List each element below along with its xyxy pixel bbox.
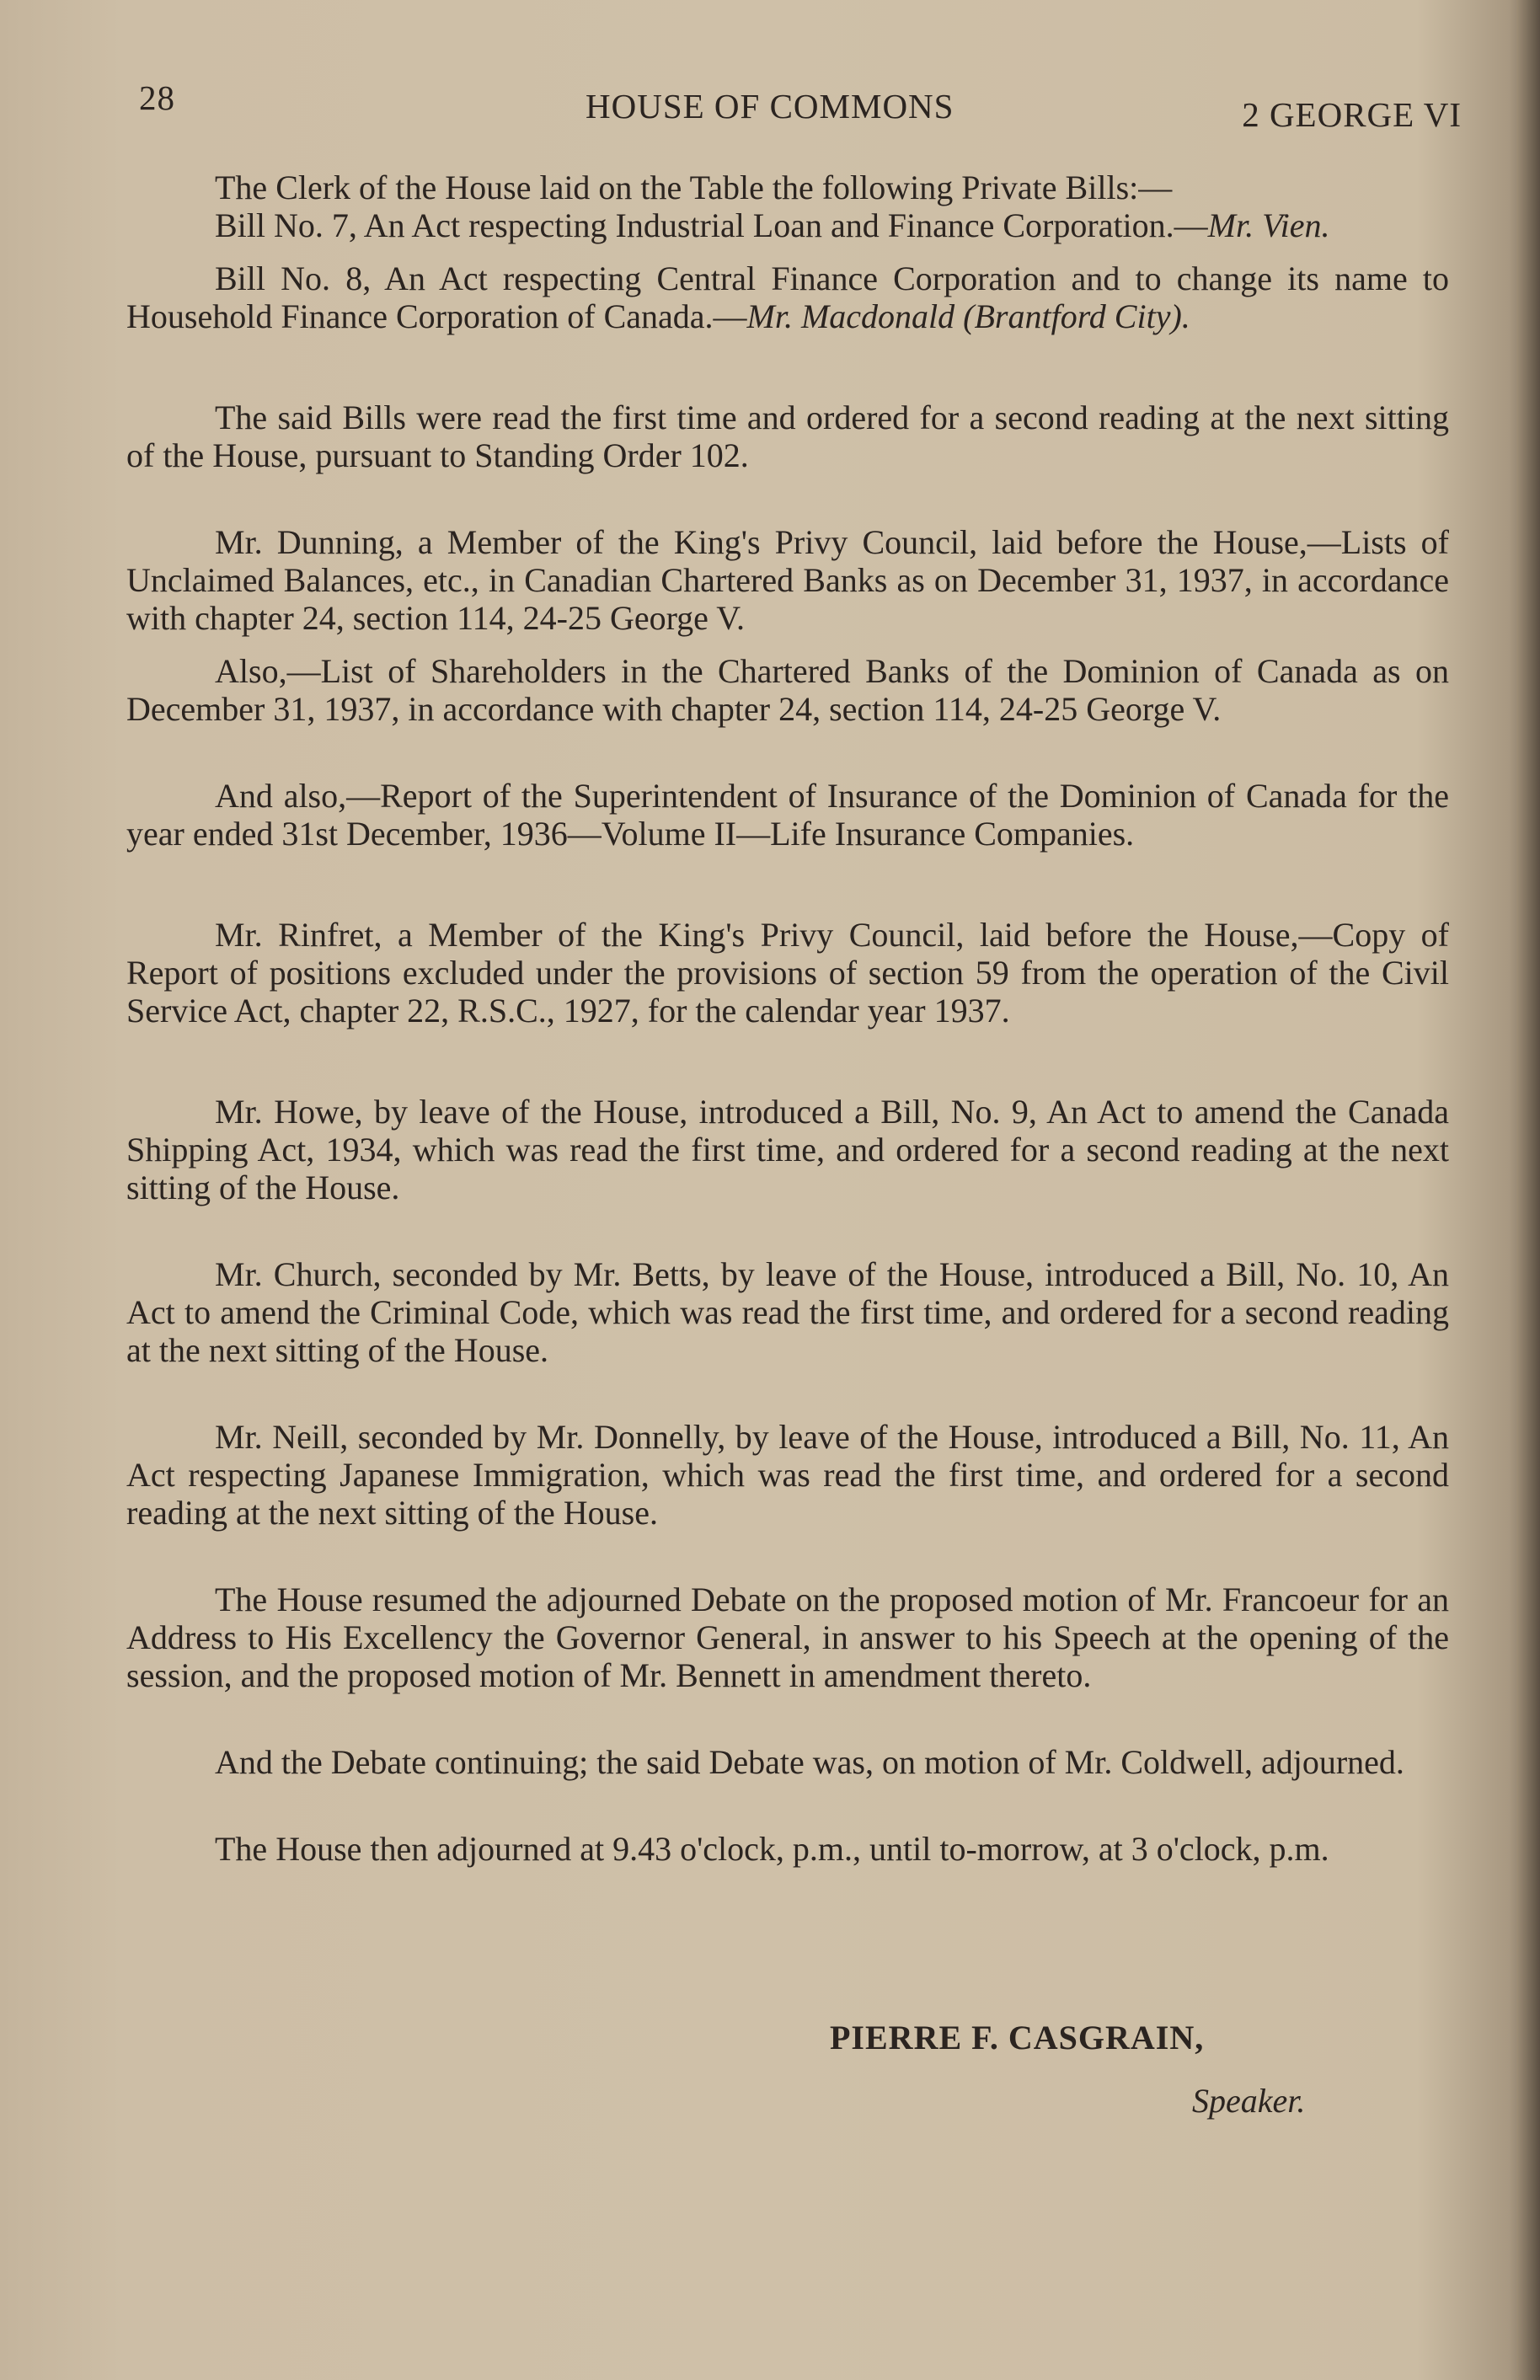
regnal-year: 2 GEORGE VI (1242, 95, 1462, 134)
paragraph-house-adjourned: The House then adjourned at 9.43 o'clock, p.m., until to-morrow, at 3 o'clock, p.m. (215, 1830, 1329, 1868)
bill-7-member: Mr. Vien. (1207, 206, 1330, 244)
paragraph-insurance-report: And also,—Report of the Superintendent of Insurance of the Dominion of Canada for the year ended 31st December, 1936—Volume II—Life Insurance Companies. (126, 777, 1449, 853)
paragraph-rinfret: Mr. Rinfret, a Member of the King's Privy Council, laid before the House,—Copy of Report of positions excluded under the provisions of section 59 from the operation of the Civil Service Act, chapter 22, R.S.C., 1927, for the calendar year 1937. (126, 916, 1449, 1030)
paragraph-private-bills-intro: The Clerk of the House laid on the Table the following Private Bills:— (215, 168, 1173, 206)
page-header (139, 78, 1462, 136)
paragraph-church-bill-10: Mr. Church, seconded by Mr. Betts, by leave of the House, introduced a Bill, No. 10, An Act to amend the Criminal Code, which was read the first time, and ordered for a second reading at the next sitting of the House. (126, 1255, 1449, 1369)
book-spine-edge (1516, 0, 1540, 2380)
bill-8-member: Mr. Macdonald (Brantford City). (746, 297, 1190, 335)
paragraph-bill-8 (126, 259, 1449, 335)
paragraph-neill-bill-11: Mr. Neill, seconded by Mr. Donnelly, by leave of the House, introduced a Bill, No. 11, An Act respecting Japanese Immigration, which was read the first time, and ordered for a second reading at the next sitting of the House. (126, 1418, 1449, 1532)
paragraph-bills-read: The said Bills were read the first time and ordered for a second reading at the next sitting of the House, pursuant to Standing Order 102. (126, 398, 1449, 474)
bill-8-text: Bill No. 8, An Act respecting Central Finance Corporation and to change its name to Household Finance Corporation of Canada.— (126, 259, 1449, 335)
speaker-title: Speaker. (1192, 2082, 1306, 2120)
paragraph-dunning: Mr. Dunning, a Member of the King's Privy Council, laid before the House,—Lists of Unclaimed Balances, etc., in Canadian Chartered Banks as on December 31, 1937, in accordance with chapter 24, section 114, 24-25 George V. (126, 523, 1449, 637)
paragraph-shareholders: Also,—List of Shareholders in the Chartered Banks of the Dominion of Canada as on December 31, 1937, in accordance with chapter 24, section 114, 24-25 George V. (126, 652, 1449, 728)
page-number: 28 (139, 78, 175, 117)
paragraph-howe-bill-9: Mr. Howe, by leave of the House, introduced a Bill, No. 9, An Act to amend the Canada Shipping Act, 1934, which was read the first time, and ordered for a second reading at the next sitting of the House. (126, 1093, 1449, 1206)
document-body (126, 168, 1449, 1868)
signature-block (830, 2018, 1335, 2121)
paragraph-adjourned-debate: The House resumed the adjourned Debate on the proposed motion of Mr. Francoeur for an Address to His Excellency the Governor General, in answer to his Speech at the opening of the session, and the proposed motion of Mr. Bennett in amendment thereto. (126, 1580, 1449, 1694)
paragraph-debate-adjourned: And the Debate continuing; the said Debate was, on motion of Mr. Coldwell, adjourned. (215, 1743, 1404, 1781)
paragraph-bill-7 (126, 206, 1449, 244)
bill-7-text: Bill No. 7, An Act respecting Industrial Loan and Finance Corporation.— (215, 206, 1208, 244)
running-title: HOUSE OF COMMONS (586, 87, 954, 126)
speaker-name: PIERRE F. CASGRAIN, (830, 2019, 1205, 2056)
